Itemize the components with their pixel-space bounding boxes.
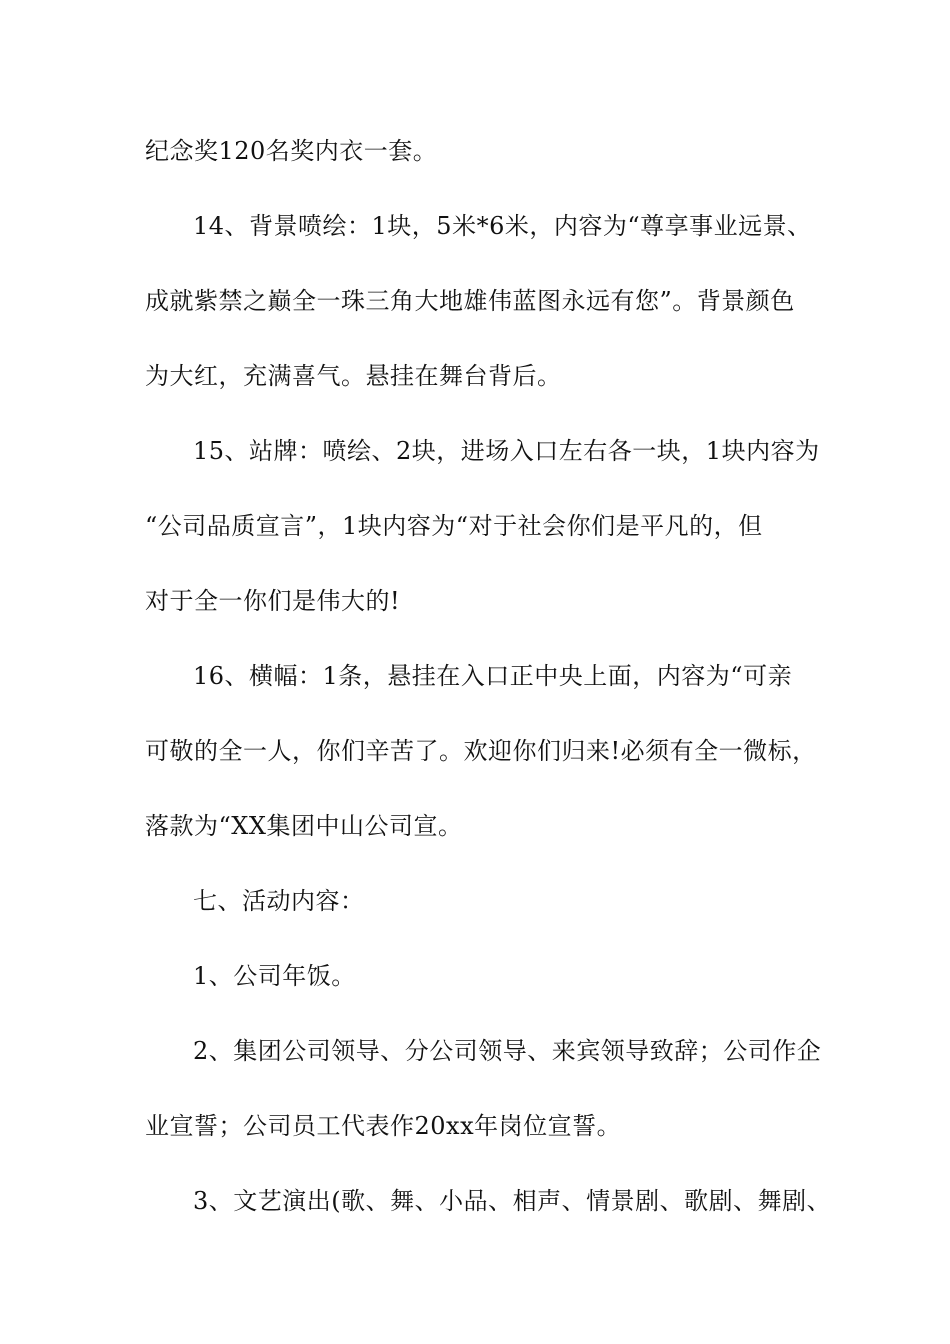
text-line-5: 15、站牌：喷绘、2块，进场入口左右各一块，1块内容为	[193, 437, 820, 465]
text-line-15: 3、文艺演出(歌、舞、小品、相声、情景剧、歌剧、舞剧、	[193, 1187, 832, 1215]
text-line-12: 1、公司年饭。	[193, 962, 356, 990]
text-line-1: 纪念奖120名奖内衣一套。	[145, 137, 438, 165]
text-line-3: 成就紫禁之巅全一珠三角大地雄伟蓝图永远有您”。背景颜色	[145, 287, 795, 315]
text-line-10: 落款为“XX集团中山公司宣。	[145, 812, 463, 840]
text-line-14: 业宣誓；公司员工代表作20xx年岗位宣誓。	[145, 1112, 622, 1140]
text-line-4: 为大红，充满喜气。悬挂在舞台背后。	[145, 362, 562, 390]
text-line-13: 2、集团公司领导、分公司领导、来宾领导致辞；公司作企	[193, 1037, 822, 1065]
text-line-2: 14、背景喷绘：1块，5米*6米，内容为“尊享事业远景、	[193, 212, 812, 240]
text-line-6: “公司品质宣言”，1块内容为“对于社会你们是平凡的，但	[145, 512, 763, 540]
text-line-7: 对于全一你们是伟大的!	[145, 587, 401, 615]
text-line-8: 16、横幅：1条，悬挂在入口正中央上面，内容为“可亲	[193, 662, 793, 690]
text-line-9: 可敬的全一人，你们辛苦了。欢迎你们归来!必须有全一微标，	[145, 737, 817, 765]
text-line-11: 七、活动内容：	[193, 887, 365, 915]
